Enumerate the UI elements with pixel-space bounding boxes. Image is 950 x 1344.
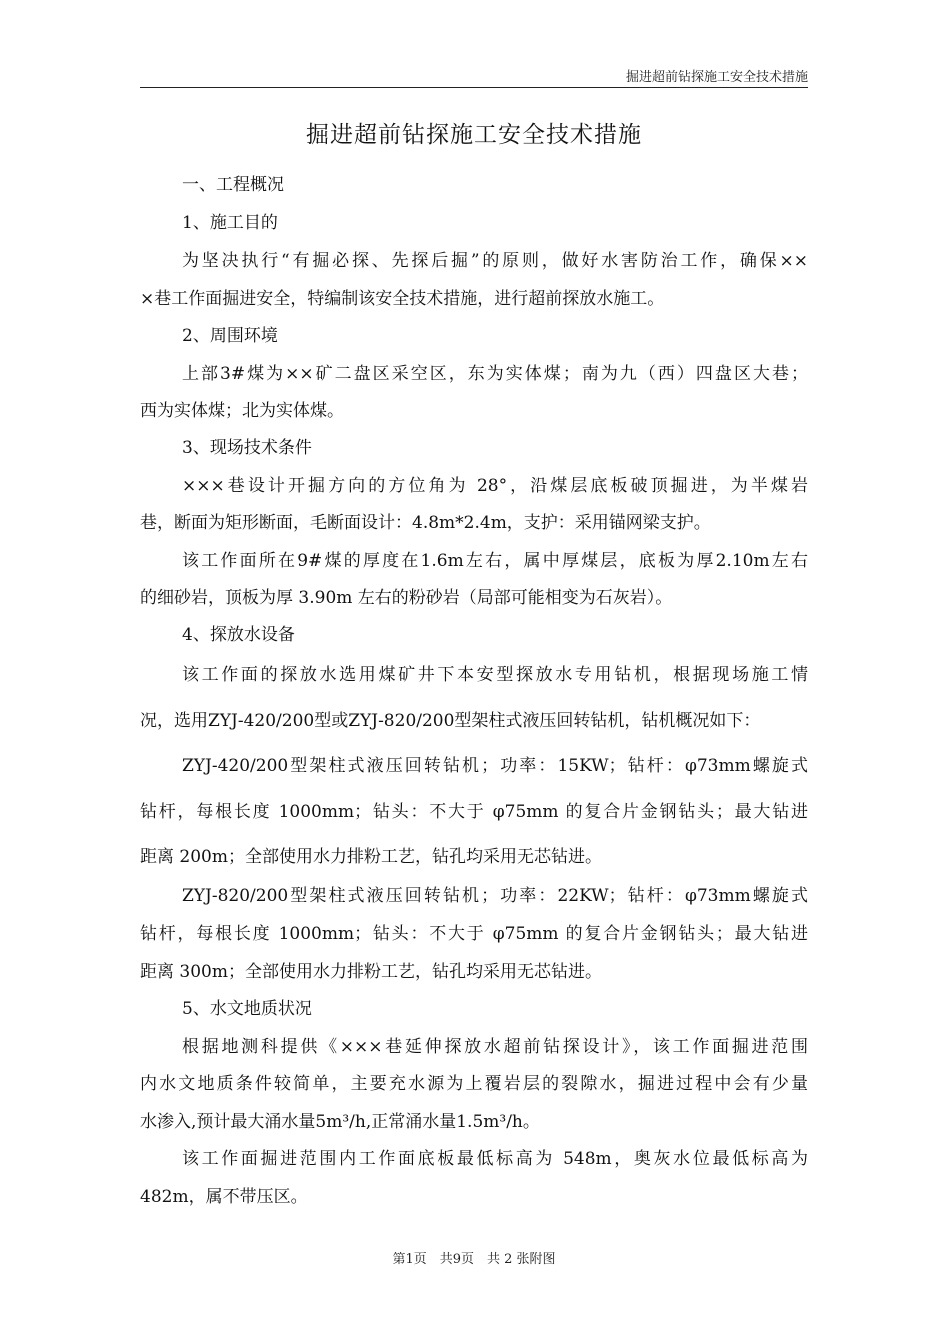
paragraph-line: 该工作面掘进范围内工作面底板最低标高为 548m，奥灰水位最低标高为: [182, 1149, 808, 1169]
header-divider: [140, 87, 808, 88]
paragraph-line: 西为实体煤；北为实体煤。: [140, 401, 344, 421]
paragraph-line: 内水文地质条件较简单，主要充水源为上覆岩层的裂隙水，掘进过程中会有少量: [140, 1074, 808, 1094]
subheading-hydrogeology: 5、水文地质状况: [182, 999, 312, 1019]
paragraph-line: ZYJ-820/200型架柱式液压回转钻机；功率：22KW；钻杆：φ73mm螺旋式: [182, 886, 808, 906]
paragraph-line: ZYJ-420/200型架柱式液压回转钻机；功率：15KW；钻杆：φ73mm螺旋式: [182, 756, 808, 776]
paragraph-line: 钻杆，每根长度 1000mm；钻头：不大于 φ75mm 的复合片金钢钻头；最大钻进: [140, 802, 808, 822]
page-title: 掘进超前钻探施工安全技术措施: [306, 122, 642, 148]
paragraph-line: 上部3#煤为××矿二盘区采空区，东为实体煤；南为九（西）四盘区大巷；: [182, 364, 808, 384]
page-footer: 第1页 共9页 共 2 张附图: [392, 1252, 556, 1267]
paragraph-line: 距离 300m；全部使用水力排粉工艺，钻孔均采用无芯钻进。: [140, 962, 602, 982]
paragraph-line: ×××巷设计开掘方向的方位角为 28°，沿煤层底板破顶掘进，为半煤岩: [182, 476, 808, 496]
paragraph-line: 的细砂岩，顶板为厚 3.90m 左右的粉砂岩（局部可能相变为石灰岩）。: [140, 588, 673, 608]
paragraph-line: 况，选用ZYJ-420/200型或ZYJ-820/200型架柱式液压回转钻机，钻机概况如下：: [140, 711, 761, 731]
paragraph-line: 巷，断面为矩形断面，毛断面设计：4.8m*2.4m，支护：采用锚网梁支护。: [140, 513, 711, 533]
running-header: 掘进超前钻探施工安全技术措施: [625, 70, 808, 85]
paragraph-line: 水渗入,预计最大涌水量5m³/h,正常涌水量1.5m³/h。: [140, 1112, 540, 1132]
paragraph-line: 为坚决执行“有掘必探、先探后掘”的原则，做好水害防治工作，确保××: [182, 251, 808, 271]
subheading-surroundings: 2、周围环境: [182, 326, 278, 346]
paragraph-line: ×巷工作面掘进安全，特编制该安全技术措施，进行超前探放水施工。: [140, 289, 665, 309]
subheading-equipment: 4、探放水设备: [182, 625, 295, 645]
subheading-site-conditions: 3、现场技术条件: [182, 438, 312, 458]
paragraph-line: 距离 200m；全部使用水力排粉工艺，钻孔均采用无芯钻进。: [140, 847, 602, 867]
paragraph-line: 该工作面的探放水选用煤矿井下本安型探放水专用钻机，根据现场施工情: [182, 665, 808, 685]
paragraph-line: 482m，属不带压区。: [140, 1187, 308, 1207]
paragraph-line: 根据地测科提供《×××巷延伸探放水超前钻探设计》，该工作面掘进范围: [182, 1037, 808, 1057]
paragraph-line: 钻杆，每根长度 1000mm；钻头：不大于 φ75mm 的复合片金钢钻头；最大钻进: [140, 924, 808, 944]
paragraph-line: 该工作面所在9#煤的厚度在1.6m左右，属中厚煤层，底板为厚2.10m左右: [182, 551, 808, 571]
section-heading-overview: 一、工程概况: [182, 175, 284, 195]
subheading-purpose: 1、施工目的: [182, 213, 278, 233]
